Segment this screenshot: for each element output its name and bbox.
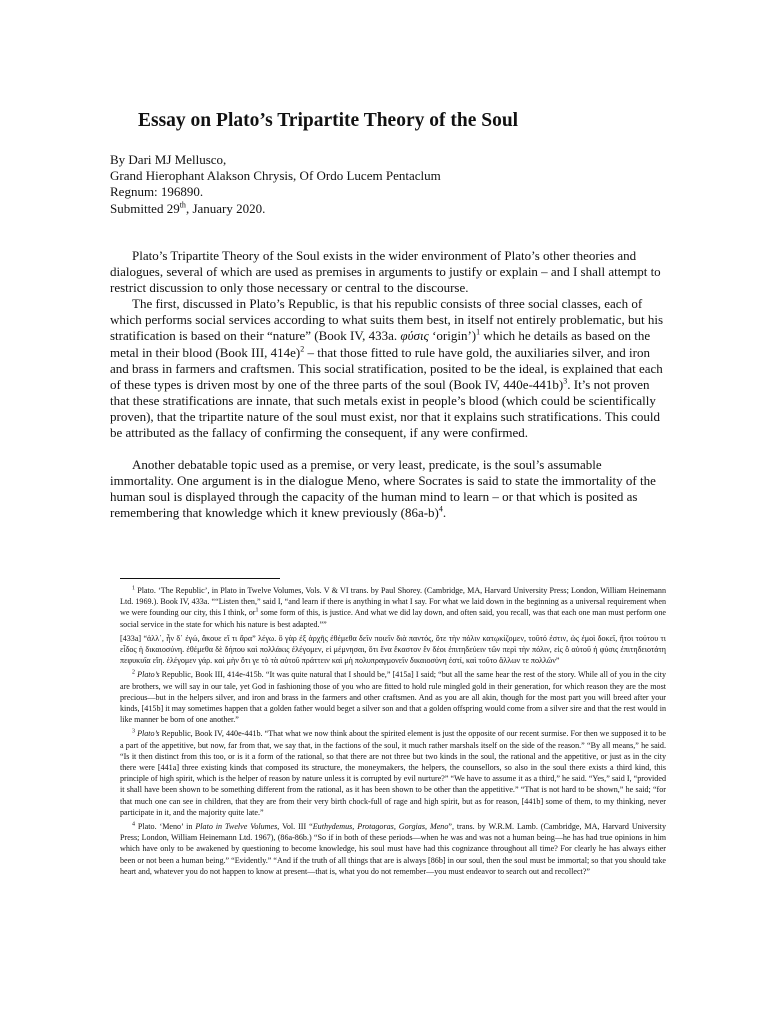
footnote-1	[120, 585, 666, 630]
footnote-4-text-b: , Vol. III “	[277, 822, 313, 832]
footnote-ref-3[interactable]: 3	[563, 376, 568, 386]
footnote-mark-2: 2	[132, 669, 135, 676]
submitted-month-year: , January 2020.	[185, 200, 266, 216]
footnote-4-volume: Plato in Twelve Volumes	[195, 822, 278, 832]
footnote-2	[120, 669, 666, 725]
paragraph-2-text-a: The first, discussed in Plato’s Republic, is that his republic consists of three social classes, each of which performs social services according to what suits them best, in itself not entirely problematic, but his stratification is based on their “nature” (Book IV, 433a.	[110, 296, 664, 344]
regnum-line: Regnum: 196890.	[110, 184, 204, 200]
footnote-4	[120, 821, 666, 877]
essay-title: Essay on Plato’s Tripartite Theory of the Soul	[138, 110, 519, 131]
submitted-date: Submitted 29	[110, 200, 180, 216]
paragraph-1: Plato’s Tripartite Theory of the Soul exists in the wider environment of Plato’s other theories and dialogues, several of which are used as premises in arguments to justify or explain – and I shall attempt to restrict discussion to only those necessary or central to the discourse.	[110, 248, 661, 296]
footnote-2-title: Plato’s	[137, 670, 160, 680]
footnote-separator	[120, 578, 280, 579]
footnote-1-inner-sup: 1	[255, 607, 259, 614]
footnote-4-text-a: Plato. ‘Meno’ in	[135, 822, 196, 832]
paragraph-2-text-b: ‘origin’)	[428, 328, 477, 344]
author-line: By Dari MJ Mellusco,	[110, 152, 227, 167]
byline	[110, 152, 670, 217]
footnote-1-greek: [433a] “ἀλλ᾽, ἦν δ᾽ ἐγώ, ἄκουε εἴ τι ἄρα” λέγω. ὃ γὰρ ἐξ ἀρχῆς ἐθέμεθα δεῖν ποιεῖν διὰ παντός, ὅτε τὴν πόλιν κατῳκίζομεν, τοῦτό ἐστιν, ὡς ἐμοὶ δοκεῖ, ἤτοι τούτου τι εἶδος ἡ δικαιοσύνη. ἐθέμεθα δὲ δήπου καὶ πολλάκις ἐλέγομεν, εἰ μέμνησαι, ὅτι ἕνα ἕκαστον ἓν δέοι ἐπιτηδεύειν τῶν περὶ τὴν πόλιν, εἰς ὃ αὐτοῦ ἡ φύσις ἐπιτηδειοτάτη πεφυκυῖα εἴη. ἐλέγομεν γάρ. καὶ μὴν ὅτι γε τὸ τὰ αὑτοῦ πράττειν καὶ μὴ πολυπραγμονεῖν δικαιοσύνη ἐστί, καὶ τοῦτο ἄλλων τε πολλῶν”	[120, 633, 666, 666]
date-ordinal: th	[179, 200, 186, 210]
footnote-3-title: Plato’s	[137, 729, 160, 739]
footnote-3-text: Republic, Book IV, 440e-441b. “That what we now think about the spirited element is just the opposite of our recent surmise. For then we supposed it to be a part of the appetitive, but now, far from that, we say that, in the factions of the soul, it much rather marshals itself on the side of the reason.” “By all means,” he said. “Is it then distinct from this too, or is it a form of the rational, so that there are not three but two kinds in the soul, the rational and the appetitive, or just as in the city there were [441a] three existing kinds that composed its structure, the moneymakers, the helpers, the counsellors, so also in the soul there exists a third kind, this principle of high spirit, which is the helper of reason by nature unless it is corrupted by evil nurture?” “We have to assume it as a third,” he said. “Yes,” said I, “provided it shall have been shown to be something different from the rational, as it has been shown to be other than the appetitive.” “That is not hard to be shown,” he said; “for that much one can see in children, that they are from their very birth chock-full of rage and high spirit, but as for reason, [441b] some of them, to my thinking, never participate in it, and the majority quite late.”	[120, 729, 666, 817]
footnote-ref-4[interactable]: 4	[438, 505, 443, 515]
footnote-mark-1: 1	[132, 585, 135, 592]
footnote-1-text: Plato. ‘The Republic’, in Plato in Twelve Volumes, Vols. V & VI trans. by Paul Shorey. (Cambridge, MA, Harvard University Press; London, William Heinemann Ltd. 1969.). Book IV, 433a. ““Listen then,” said I, “and learn if there is anything in what I say. For what we laid down in the beginning as a universal requirement when we were founding our city, this I think, or	[120, 586, 666, 618]
rank-line: Grand Hierophant Alakson Chrysis, Of Ordo Lucem Pentaclum	[110, 168, 441, 184]
paragraph-2-text-e: . It’s not proven that these stratifications are innate, that such metals exist in people’s blood (which could be scientifically proven), that the tripartite nature of the soul must exist, nor that it explains such stratifications. This could be attributed as the fallacy of confirming the consequent, if any were confirmed.	[110, 376, 660, 441]
footnote-1-text-b: some form of this, is justice. And what we did lay down, and often said, you recall, was that each one man must perform one social service in the state for which his nature is best adapted.””	[120, 608, 666, 629]
paragraph-2	[110, 296, 666, 441]
essay-body	[110, 248, 666, 522]
paragraph-3	[110, 457, 666, 521]
paragraph-3-text-a: Another debatable topic used as a premise, or very least, predicate, is the soul’s assumable immortality. One argument is in the dialogue Meno, where Socrates is said to state the immortality of the human soul is displayed through the capacity of the human mind to learn – or that which is posited as remembering that knowledge which it knew previously (86a-b)	[110, 457, 656, 521]
footnotes	[120, 585, 666, 880]
footnote-3	[120, 728, 666, 818]
greek-term: φύσις	[400, 328, 429, 344]
footnote-mark-3: 3	[132, 728, 135, 735]
footnote-4-text-c: ”, trans. by W.R.M. Lamb. (Cambridge, MA, Harvard University Press; London, William Heinemann Ltd. 1967), (86a-86b.) “So if in both of these periods—when he was and was not a human being—he has had true opinions in him which have only to be awakened by questioning to become knowledge, his soul must have had this cognizance throughout all time? For clearly he has always either been or not been a human being.” “Evidently.” “And if the truth of all things that are is always [86b] in our soul, then the soul must be immortal; so that you should take heart and, whatever you do not happen to know at present—that is, what you do not remember—you must endeavor to search out and recollect?”	[120, 822, 667, 876]
footnote-ref-1[interactable]: 1	[476, 328, 481, 338]
paragraph-3-text-b: .	[442, 505, 447, 521]
footnote-ref-2[interactable]: 2	[300, 344, 305, 354]
footnote-mark-4: 4	[132, 821, 135, 828]
footnote-4-works: Euthydemus, Protagoras, Gorgias, Meno	[312, 822, 449, 832]
footnote-2-text: Republic, Book III, 414e-415b. “It was quite natural that I should be,” [415a] I said; “but all the same hear the rest of the story. While all of you in the city are brothers, we will say in our tale, yet God in fashioning those of you who are fitted to hold rule mingled gold in their generation, for which reason they are the most precious—but in the helpers silver, and iron and brass in the farmers and other craftsmen. And as you are all akin, though for the most part you will breed after your kinds, [415b] it may sometimes happen that a golden father would beget a silver son and that a golden offspring would come from a silver sire and that the rest would in like manner be born of one another.”	[120, 670, 666, 725]
submitted-line	[110, 201, 670, 217]
paragraph-2-text-c: which he details as based on the metal in their blood (Book III, 414e)	[110, 328, 651, 360]
paragraph-2-text-d: – that those fitted to rule have gold, the auxiliaries silver, and iron and brass in farmers and craftsmen. This social stratification, posited to be the ideal, is explained that each of these types is driven most by one of the three parts of the soul (Book IV, 440e-441b)	[110, 344, 663, 392]
